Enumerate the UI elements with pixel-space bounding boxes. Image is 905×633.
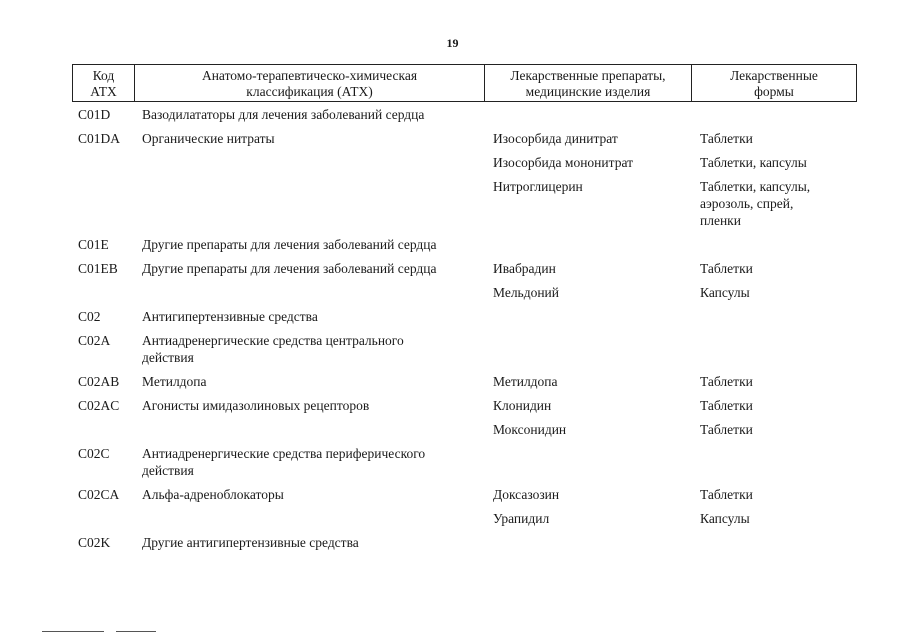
header-drugs: Лекарственные препараты, медицинские изделия bbox=[485, 65, 692, 101]
dosage-form bbox=[692, 236, 847, 253]
drug-name bbox=[485, 332, 692, 366]
dosage-form bbox=[692, 510, 847, 527]
classification-line: Другие препараты для лечения заболеваний сердца bbox=[142, 261, 437, 276]
classification-line: Антиадренергические средства периферического bbox=[142, 446, 426, 461]
dosage-form-line: Таблетки bbox=[700, 422, 753, 437]
table-row bbox=[72, 393, 862, 417]
dosage-form bbox=[692, 308, 847, 325]
table-row bbox=[72, 150, 862, 174]
table-row bbox=[72, 256, 862, 280]
atc-code bbox=[72, 284, 134, 301]
header-dosage-forms: Лекарственные формы bbox=[730, 67, 818, 99]
dosage-form-line: пленки bbox=[700, 213, 741, 228]
dosage-form bbox=[692, 332, 847, 366]
atc-classification bbox=[134, 332, 485, 366]
drug-name: Доксазозин bbox=[493, 487, 560, 502]
atc-code bbox=[72, 178, 134, 229]
dosage-form bbox=[692, 445, 847, 479]
table-row bbox=[72, 102, 862, 126]
drug-name bbox=[485, 308, 692, 325]
dosage-form bbox=[692, 178, 847, 229]
atc-classification bbox=[134, 373, 485, 390]
dosage-form-line: Таблетки bbox=[700, 374, 753, 389]
footer-rule bbox=[116, 631, 156, 632]
classification-line: Другие антигипертензивные средства bbox=[142, 535, 359, 550]
dosage-form-line: Таблетки bbox=[700, 487, 753, 502]
atc-classification bbox=[134, 510, 485, 527]
dosage-form-line: Таблетки, капсулы, bbox=[700, 179, 811, 194]
dosage-form bbox=[692, 260, 847, 277]
dosage-form bbox=[692, 154, 847, 171]
atc-classification bbox=[134, 236, 485, 253]
atc-code: C02CA bbox=[78, 487, 120, 502]
dosage-form bbox=[692, 421, 847, 438]
table-body bbox=[72, 102, 862, 554]
drug-name: Моксонидин bbox=[493, 422, 567, 437]
dosage-form-line: Капсулы bbox=[700, 285, 750, 300]
atc-classification bbox=[134, 534, 485, 551]
atc-code bbox=[72, 421, 134, 438]
classification-line: действия bbox=[142, 350, 194, 365]
drug-name bbox=[485, 106, 692, 123]
drug-name: Ивабрадин bbox=[493, 261, 556, 276]
atc-code bbox=[72, 510, 134, 527]
atc-classification bbox=[134, 421, 485, 438]
drug-name bbox=[485, 445, 692, 479]
table-row bbox=[72, 530, 862, 554]
dosage-form-line: Таблетки, капсулы bbox=[700, 155, 807, 170]
atc-classification bbox=[134, 284, 485, 301]
table-row bbox=[72, 328, 862, 369]
dosage-form-line: Таблетки bbox=[700, 131, 753, 146]
atc-code: C02C bbox=[78, 446, 110, 461]
atc-classification bbox=[134, 178, 485, 229]
atc-classification bbox=[134, 445, 485, 479]
atc-classification bbox=[134, 308, 485, 325]
drug-name: Метилдопа bbox=[493, 374, 558, 389]
classification-line: Антигипертензивные средства bbox=[142, 309, 318, 324]
header-atc-classification: Анатомо-терапевтическо-химическая классификация (АТХ) bbox=[135, 65, 485, 101]
atc-code: C01DA bbox=[78, 131, 121, 146]
atc-classification bbox=[134, 397, 485, 414]
atc-code: C02AC bbox=[78, 398, 120, 413]
dosage-form-line: Капсулы bbox=[700, 511, 750, 526]
atc-code: C02A bbox=[78, 333, 111, 348]
dosage-form bbox=[692, 106, 847, 123]
drug-name: Изосорбида мононитрат bbox=[493, 155, 633, 170]
dosage-form-line: аэрозоль, спрей, bbox=[700, 196, 794, 211]
table-row bbox=[72, 417, 862, 441]
atc-code bbox=[72, 154, 134, 171]
classification-line: Органические нитраты bbox=[142, 131, 275, 146]
atc-classification bbox=[134, 130, 485, 147]
atc-code: C02 bbox=[78, 309, 101, 324]
drug-name bbox=[485, 236, 692, 253]
page-number: 19 bbox=[446, 36, 459, 50]
drug-name: Мельдоний bbox=[493, 285, 560, 300]
drug-name: Изосорбида динитрат bbox=[493, 131, 618, 146]
atc-classification bbox=[134, 260, 485, 277]
dosage-form bbox=[692, 130, 847, 147]
table-row bbox=[72, 482, 862, 506]
classification-line: действия bbox=[142, 463, 194, 478]
header-atc-code: Код АТХ bbox=[73, 65, 135, 101]
classification-line: Другие препараты для лечения заболеваний сердца bbox=[142, 237, 437, 252]
drug-name: Урапидил bbox=[493, 511, 550, 526]
atc-code: C01D bbox=[78, 107, 111, 122]
atc-code: C02K bbox=[78, 535, 111, 550]
drug-name bbox=[485, 534, 692, 551]
table-header bbox=[72, 64, 857, 102]
classification-line: Агонисты имидазолиновых рецепторов bbox=[142, 398, 370, 413]
atc-classification bbox=[134, 154, 485, 171]
drug-name: Клонидин bbox=[493, 398, 552, 413]
dosage-form bbox=[692, 373, 847, 390]
atc-classification bbox=[134, 486, 485, 503]
classification-line: Вазодилататоры для лечения заболеваний сердца bbox=[142, 107, 425, 122]
dosage-form-line: Таблетки bbox=[700, 261, 753, 276]
table-row bbox=[72, 174, 862, 232]
drug-name: Нитроглицерин bbox=[493, 179, 583, 194]
atc-code: C01EB bbox=[78, 261, 118, 276]
dosage-form bbox=[692, 397, 847, 414]
table-row bbox=[72, 280, 862, 304]
table-row bbox=[72, 232, 862, 256]
atc-classification bbox=[134, 106, 485, 123]
table-row bbox=[72, 126, 862, 150]
table-row bbox=[72, 369, 862, 393]
table-row bbox=[72, 304, 862, 328]
classification-line: Антиадренергические средства центрального bbox=[142, 333, 404, 348]
table-row bbox=[72, 506, 862, 530]
dosage-form bbox=[692, 486, 847, 503]
table-row bbox=[72, 441, 862, 482]
dosage-form-line: Таблетки bbox=[700, 398, 753, 413]
dosage-form bbox=[692, 284, 847, 301]
footer-rule bbox=[42, 631, 104, 632]
atc-code: C01E bbox=[78, 237, 109, 252]
classification-line: Альфа-адреноблокаторы bbox=[142, 487, 284, 502]
atc-code: C02AB bbox=[78, 374, 120, 389]
classification-line: Метилдопа bbox=[142, 374, 207, 389]
dosage-form bbox=[692, 534, 847, 551]
